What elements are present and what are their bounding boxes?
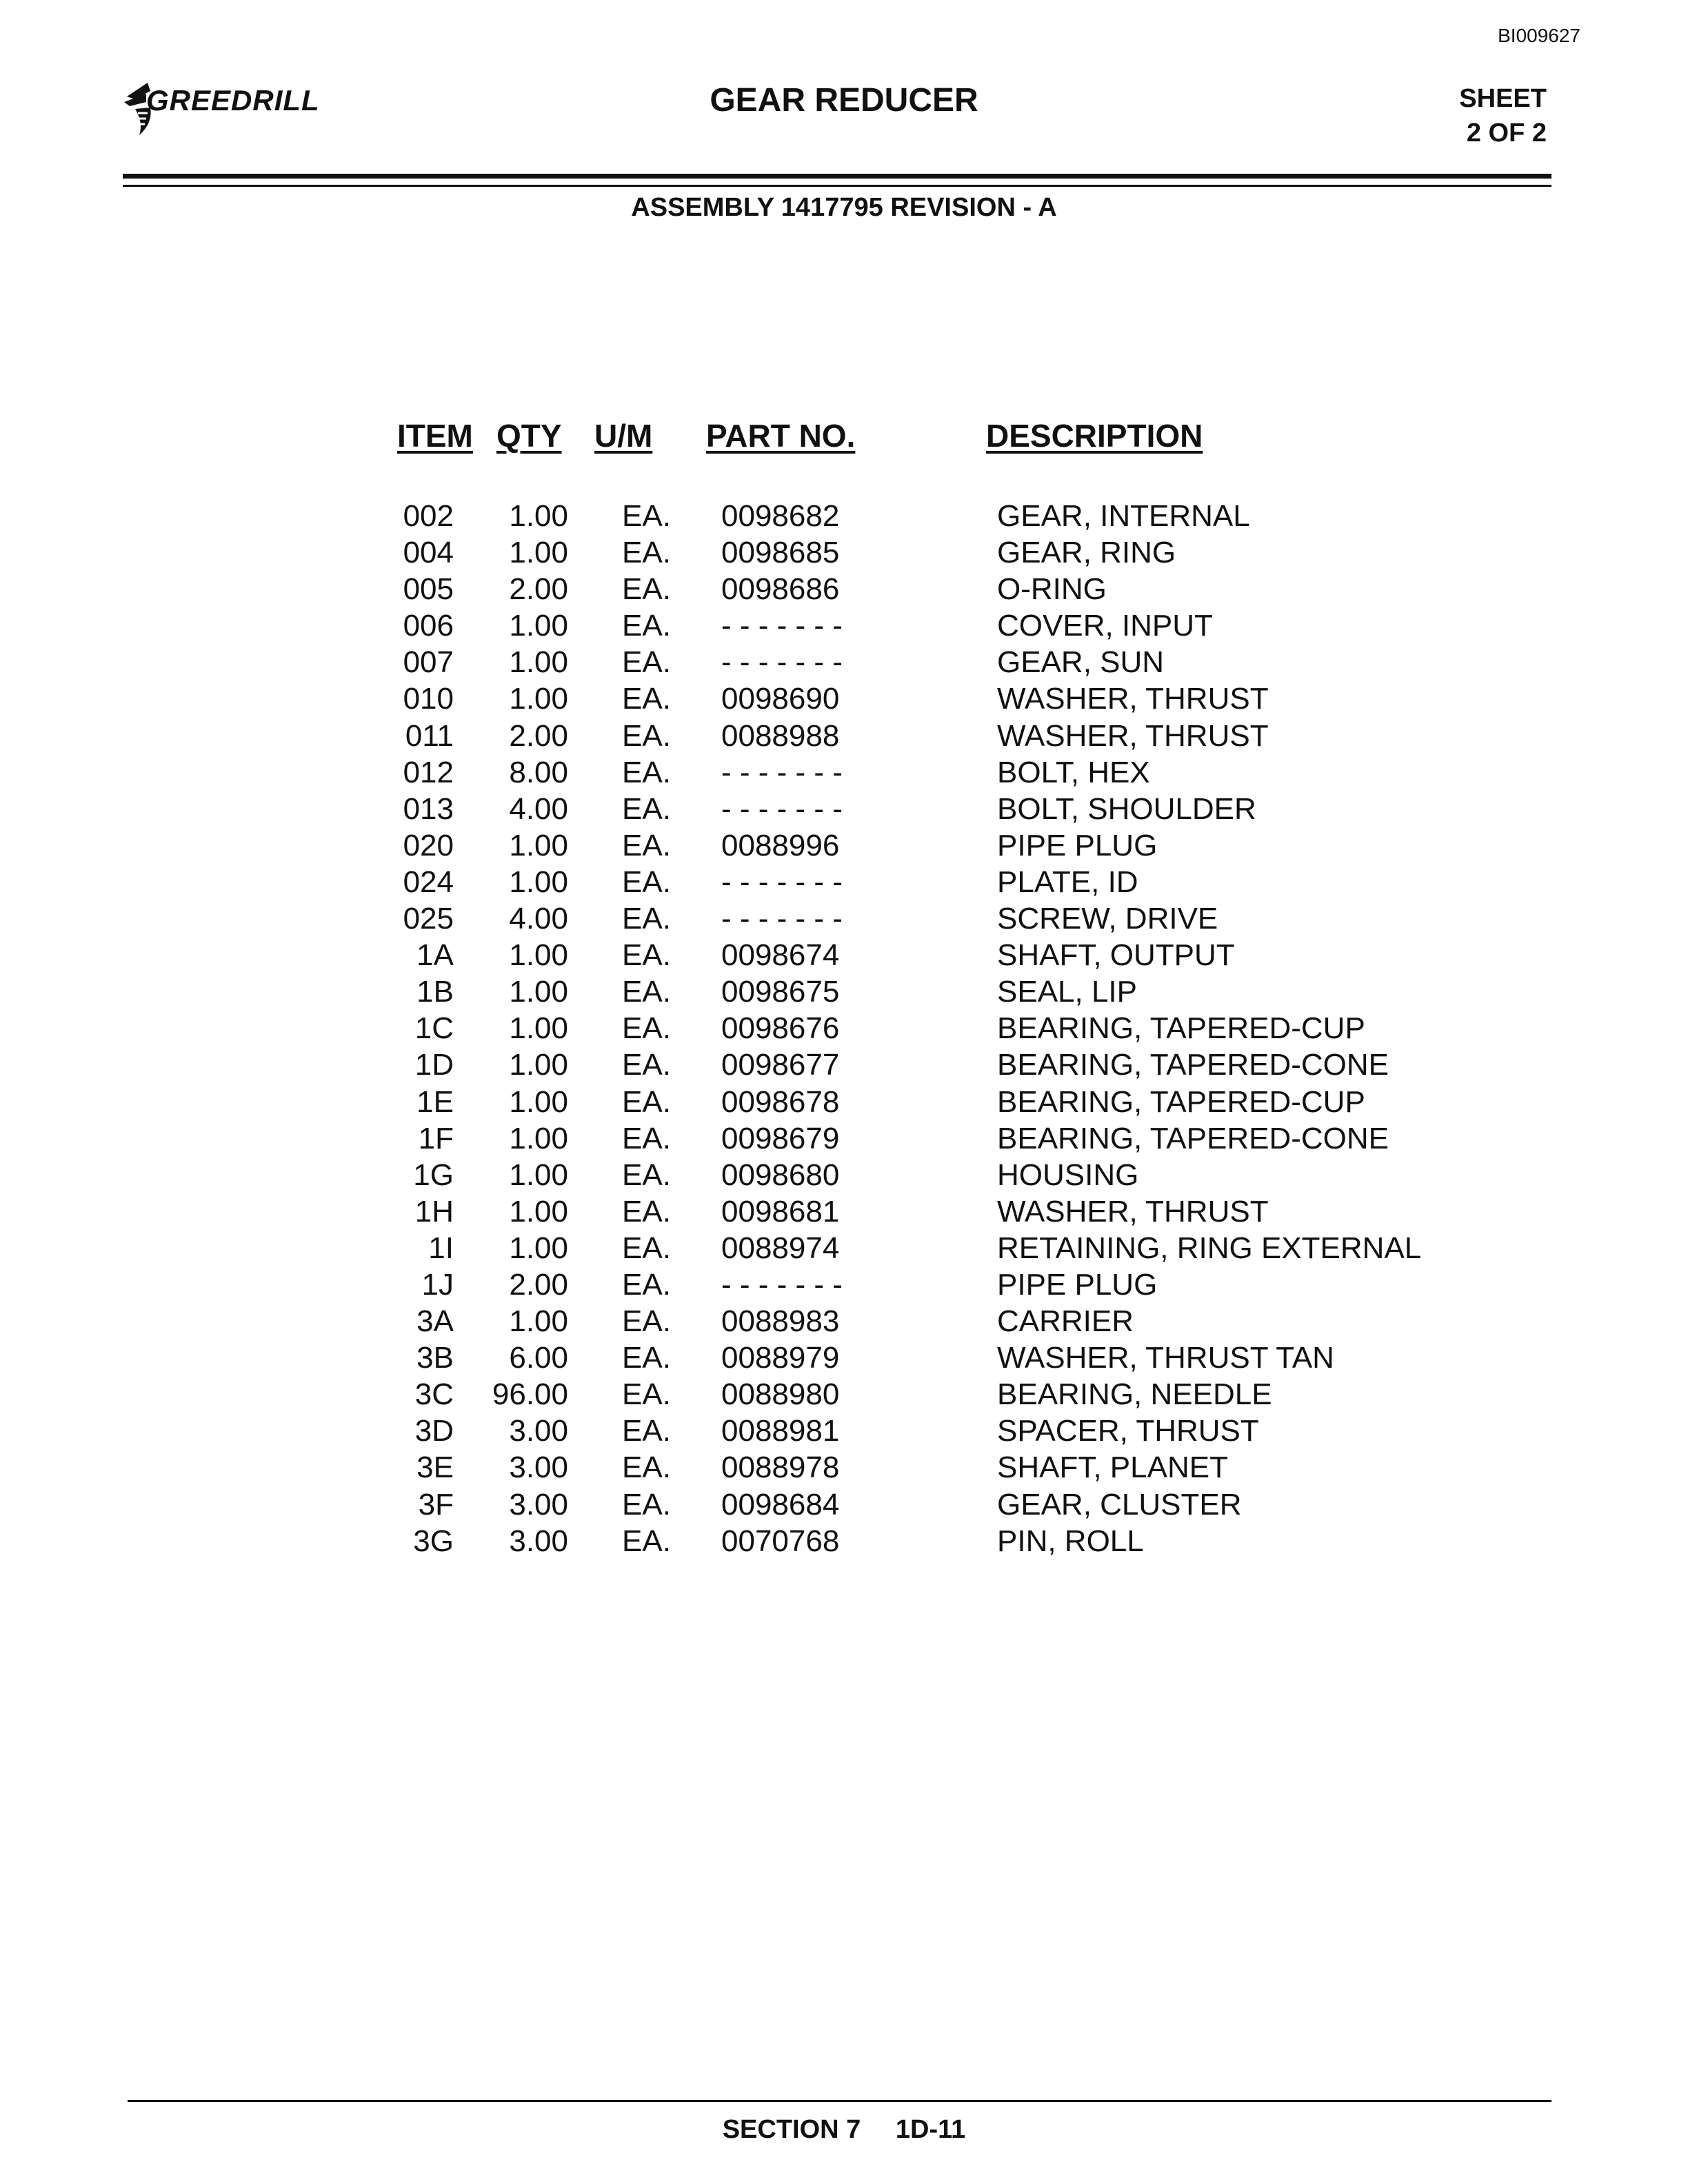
cell-item: 024 xyxy=(403,865,454,899)
cell-part-no: 0098679 xyxy=(721,1121,840,1155)
cell-part-no: 0088988 xyxy=(721,718,840,753)
cell-qty: 1.00 xyxy=(509,828,568,862)
cell-qty: 2.00 xyxy=(509,1267,568,1302)
cell-um: EA. xyxy=(622,791,671,826)
cell-um: EA. xyxy=(622,1231,671,1265)
cell-item: 1G xyxy=(413,1157,454,1192)
table-row xyxy=(0,645,1688,682)
cell-part-no: 0098684 xyxy=(721,1487,840,1521)
cell-description: WASHER, THRUST xyxy=(997,682,1269,716)
cell-qty: 3.00 xyxy=(509,1487,568,1521)
cell-description: GEAR, INTERNAL xyxy=(997,499,1250,533)
cell-um: EA. xyxy=(622,1121,671,1155)
header-rule xyxy=(123,174,1551,179)
cell-part-no: 0088996 xyxy=(721,828,840,862)
cell-description: PIPE PLUG xyxy=(997,1267,1158,1302)
table-row xyxy=(0,1341,1688,1377)
cell-um: EA. xyxy=(622,1487,671,1521)
cell-part-no: - - - - - - - xyxy=(721,645,843,680)
table-row xyxy=(0,1377,1688,1414)
table-row xyxy=(0,1231,1688,1268)
cell-description: BOLT, SHOULDER xyxy=(997,791,1256,826)
parts-table-header xyxy=(0,417,1688,458)
cell-um: EA. xyxy=(622,1194,671,1228)
cell-part-no: 0088978 xyxy=(721,1450,840,1485)
cell-um: EA. xyxy=(622,1450,671,1485)
cell-um: EA. xyxy=(622,609,671,643)
footer-rule xyxy=(128,2100,1551,2102)
table-row xyxy=(0,902,1688,938)
cell-description: PIPE PLUG xyxy=(997,828,1158,862)
cell-qty: 3.00 xyxy=(509,1450,568,1485)
table-row xyxy=(0,1085,1688,1122)
table-row xyxy=(0,1158,1688,1195)
cell-item: 3C xyxy=(414,1377,454,1412)
cell-part-no: - - - - - - - xyxy=(721,1267,843,1302)
cell-qty: 2.00 xyxy=(509,718,568,753)
cell-item: 010 xyxy=(403,682,454,716)
footer-page-number: 1D-11 xyxy=(895,2115,966,2144)
cell-part-no: - - - - - - - xyxy=(721,865,843,899)
cell-qty: 4.00 xyxy=(509,902,568,936)
table-row xyxy=(0,1122,1688,1158)
cell-um: EA. xyxy=(622,902,671,936)
cell-part-no: 0070768 xyxy=(721,1524,840,1558)
cell-item: 020 xyxy=(403,828,454,862)
cell-part-no: 0088980 xyxy=(721,1377,840,1412)
table-row xyxy=(0,865,1688,902)
cell-um: EA. xyxy=(622,682,671,716)
cell-qty: 1.00 xyxy=(509,682,568,716)
cell-description: BEARING, TAPERED-CUP xyxy=(997,1084,1365,1119)
cell-um: EA. xyxy=(622,1084,671,1119)
cell-qty: 1.00 xyxy=(509,1157,568,1192)
cell-um: EA. xyxy=(622,1341,671,1375)
cell-um: EA. xyxy=(622,536,671,570)
cell-item: 3F xyxy=(418,1487,454,1521)
table-row xyxy=(0,719,1688,756)
cell-item: 1C xyxy=(414,1011,454,1046)
cell-um: EA. xyxy=(622,1524,671,1558)
cell-item: 004 xyxy=(403,536,454,570)
cell-description: BEARING, TAPERED-CONE xyxy=(997,1121,1389,1155)
cell-um: EA. xyxy=(622,1414,671,1448)
table-row xyxy=(0,1488,1688,1524)
cell-item: 1J xyxy=(421,1267,454,1302)
cell-item: 1H xyxy=(414,1194,454,1228)
cell-item: 3A xyxy=(416,1304,454,1339)
cell-um: EA. xyxy=(622,828,671,862)
cell-um: EA. xyxy=(622,1377,671,1412)
cell-description: GEAR, RING xyxy=(997,536,1176,570)
column-header-um: U/M xyxy=(594,418,653,454)
cell-um: EA. xyxy=(622,572,671,607)
cell-item: 1F xyxy=(418,1121,454,1155)
cell-um: EA. xyxy=(622,938,671,973)
cell-part-no: - - - - - - - xyxy=(721,791,843,826)
table-row xyxy=(0,1414,1688,1450)
cell-qty: 1.00 xyxy=(509,938,568,973)
sheet-label: SHEET xyxy=(1459,84,1547,113)
cell-qty: 4.00 xyxy=(509,791,568,826)
cell-part-no: 0098681 xyxy=(721,1194,840,1228)
table-row xyxy=(0,829,1688,865)
cell-part-no: 0098678 xyxy=(721,1084,840,1119)
table-row xyxy=(0,1195,1688,1231)
cell-qty: 3.00 xyxy=(509,1524,568,1558)
cell-part-no: - - - - - - - xyxy=(721,755,843,789)
cell-part-no: 0098674 xyxy=(721,938,840,973)
cell-item: 006 xyxy=(403,609,454,643)
cell-description: GEAR, CLUSTER xyxy=(997,1487,1242,1521)
cell-um: EA. xyxy=(622,499,671,533)
cell-qty: 1.00 xyxy=(509,1084,568,1119)
cell-item: 025 xyxy=(403,902,454,936)
cell-part-no: - - - - - - - xyxy=(721,902,843,936)
cell-description: SPACER, THRUST xyxy=(997,1414,1259,1448)
table-row xyxy=(0,1011,1688,1048)
cell-um: EA. xyxy=(622,865,671,899)
cell-qty: 1.00 xyxy=(509,1194,568,1228)
cell-qty: 1.00 xyxy=(509,1048,568,1082)
assembly-revision: ASSEMBLY 1417795 REVISION - A xyxy=(631,193,1057,222)
cell-qty: 1.00 xyxy=(509,1304,568,1339)
cell-item: 012 xyxy=(403,755,454,789)
cell-description: COVER, INPUT xyxy=(997,609,1213,643)
cell-description: SEAL, LIP xyxy=(997,975,1138,1009)
cell-qty: 6.00 xyxy=(509,1341,568,1375)
sheet-page: 2 OF 2 xyxy=(1466,119,1547,148)
cell-description: WASHER, THRUST xyxy=(997,718,1269,753)
cell-description: GEAR, SUN xyxy=(997,645,1165,680)
cell-qty: 1.00 xyxy=(509,645,568,680)
cell-item: 1B xyxy=(416,975,454,1009)
cell-item: 011 xyxy=(405,718,454,753)
cell-description: BEARING, NEEDLE xyxy=(997,1377,1272,1412)
cell-qty: 1.00 xyxy=(509,499,568,533)
cell-part-no: 0098680 xyxy=(721,1157,840,1192)
table-row xyxy=(0,792,1688,829)
sheet-number xyxy=(1459,81,1547,150)
cell-part-no: 0098685 xyxy=(721,536,840,570)
cell-description: SCREW, DRIVE xyxy=(997,902,1218,936)
cell-item: 002 xyxy=(403,499,454,533)
cell-description: BEARING, TAPERED-CONE xyxy=(997,1048,1389,1082)
table-row xyxy=(0,1268,1688,1304)
cell-description: CARRIER xyxy=(997,1304,1134,1339)
cell-part-no: 0098675 xyxy=(721,975,840,1009)
table-row xyxy=(0,499,1688,536)
cell-qty: 1.00 xyxy=(509,536,568,570)
cell-part-no: - - - - - - - xyxy=(721,609,843,643)
column-header-qty: QTY xyxy=(496,418,562,454)
cell-description: SHAFT, OUTPUT xyxy=(997,938,1235,973)
cell-item: 3G xyxy=(413,1524,454,1558)
parts-table xyxy=(0,499,1688,1561)
cell-qty: 1.00 xyxy=(509,975,568,1009)
cell-qty: 2.00 xyxy=(509,572,568,607)
cell-um: EA. xyxy=(622,1304,671,1339)
column-header-item: ITEM xyxy=(397,418,473,454)
cell-qty: 1.00 xyxy=(509,1121,568,1155)
table-row xyxy=(0,1450,1688,1487)
cell-part-no: 0098686 xyxy=(721,572,840,607)
cell-um: EA. xyxy=(622,718,671,753)
cell-part-no: 0098682 xyxy=(721,499,840,533)
logo-wordmark: GREEDRILL xyxy=(146,84,320,117)
cell-part-no: 0088974 xyxy=(721,1231,840,1265)
cell-description: O-RING xyxy=(997,572,1107,607)
cell-um: EA. xyxy=(622,1157,671,1192)
table-row xyxy=(0,1524,1688,1561)
table-row xyxy=(0,609,1688,645)
cell-qty: 1.00 xyxy=(509,865,568,899)
table-row xyxy=(0,682,1688,718)
cell-qty: 1.00 xyxy=(509,1231,568,1265)
cell-description: BEARING, TAPERED-CUP xyxy=(997,1011,1365,1046)
column-header-description: DESCRIPTION xyxy=(986,418,1203,454)
cell-description: RETAINING, RING EXTERNAL xyxy=(997,1231,1422,1265)
cell-description: PIN, ROLL xyxy=(997,1524,1144,1558)
page-footer xyxy=(0,2115,1688,2145)
cell-description: PLATE, ID xyxy=(997,865,1138,899)
cell-item: 3B xyxy=(416,1341,454,1375)
cell-item: 013 xyxy=(403,791,454,826)
cell-um: EA. xyxy=(622,645,671,680)
cell-qty: 96.00 xyxy=(492,1377,568,1412)
cell-um: EA. xyxy=(622,755,671,789)
cell-item: 3E xyxy=(416,1450,454,1485)
cell-um: EA. xyxy=(622,1267,671,1302)
cell-part-no: 0088981 xyxy=(721,1414,840,1448)
table-row xyxy=(0,1304,1688,1341)
table-row xyxy=(0,536,1688,572)
cell-um: EA. xyxy=(622,1011,671,1046)
page-title: GEAR REDUCER xyxy=(710,82,978,119)
cell-item: 005 xyxy=(403,572,454,607)
cell-part-no: 0098676 xyxy=(721,1011,840,1046)
cell-description: WASHER, THRUST TAN xyxy=(997,1341,1334,1375)
cell-item: 1E xyxy=(416,1084,454,1119)
cell-description: HOUSING xyxy=(997,1157,1139,1192)
cell-item: 1A xyxy=(416,938,454,973)
table-row xyxy=(0,572,1688,609)
table-row xyxy=(0,938,1688,975)
cell-description: SHAFT, PLANET xyxy=(997,1450,1228,1485)
cell-part-no: 0098690 xyxy=(721,682,840,716)
cell-item: 007 xyxy=(403,645,454,680)
table-row xyxy=(0,975,1688,1011)
footer-section: SECTION 7 xyxy=(722,2115,861,2144)
cell-qty: 8.00 xyxy=(509,755,568,789)
cell-item: 3D xyxy=(414,1414,454,1448)
cell-item: 1I xyxy=(428,1231,454,1265)
cell-part-no: 0088983 xyxy=(721,1304,840,1339)
cell-qty: 1.00 xyxy=(509,1011,568,1046)
cell-description: WASHER, THRUST xyxy=(997,1194,1269,1228)
cell-item: 1D xyxy=(414,1048,454,1082)
cell-description: BOLT, HEX xyxy=(997,755,1150,789)
column-header-part-no: PART NO. xyxy=(706,418,856,454)
cell-um: EA. xyxy=(622,1048,671,1082)
cell-part-no: 0088979 xyxy=(721,1341,840,1375)
header-rule-thin xyxy=(123,185,1551,187)
cell-qty: 1.00 xyxy=(509,609,568,643)
table-row xyxy=(0,1048,1688,1084)
table-row xyxy=(0,756,1688,792)
cell-qty: 3.00 xyxy=(509,1414,568,1448)
cell-um: EA. xyxy=(622,975,671,1009)
document-id: BI009627 xyxy=(1498,25,1580,46)
cell-part-no: 0098677 xyxy=(721,1048,840,1082)
